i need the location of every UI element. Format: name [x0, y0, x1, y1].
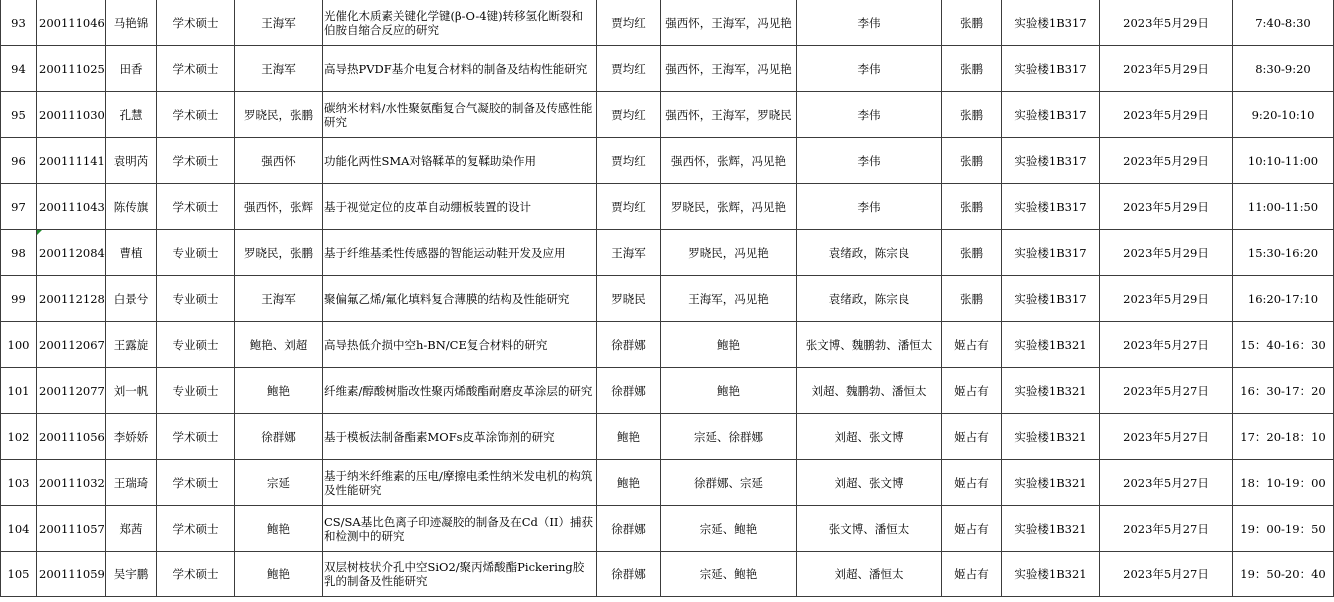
thesis-title-cell[interactable]: [323, 46, 597, 92]
student-name-cell[interactable]: 孔慧: [106, 92, 157, 138]
advisor-cell[interactable]: 强西怀，张辉: [235, 184, 323, 230]
advisor-cell[interactable]: 罗晓民，张鹏: [235, 92, 323, 138]
student-id-cell[interactable]: 200111057: [37, 506, 106, 552]
thesis-title-text: 基于模板法制备酯素MOFs皮革涂饰剂的研究: [324, 429, 555, 444]
student-name-cell[interactable]: 王露旋: [106, 322, 157, 368]
committee-members-cell[interactable]: 宗延、鲍艳: [661, 552, 797, 597]
thesis-title-cell[interactable]: [323, 506, 597, 552]
defense-date-cell[interactable]: 2023年5月27日: [1100, 414, 1233, 460]
recorder-cell[interactable]: 姬占有: [942, 322, 1002, 368]
secretary-cell[interactable]: 鲍艳: [597, 460, 661, 506]
time-slot-cell[interactable]: 9:20-10:10: [1233, 92, 1334, 138]
student-name-cell[interactable]: 马艳锦: [106, 0, 157, 46]
defense-date-cell[interactable]: 2023年5月29日: [1100, 230, 1233, 276]
thesis-title-text: 功能化两性SMA对铬鞣革的复鞣助染作用: [324, 153, 536, 168]
room-cell[interactable]: 实验楼1B317: [1002, 184, 1100, 230]
recorder-cell[interactable]: 姬占有: [942, 414, 1002, 460]
room-cell[interactable]: 实验楼1B321: [1002, 506, 1100, 552]
defense-date-cell[interactable]: 2023年5月27日: [1100, 368, 1233, 414]
committee-members-cell[interactable]: 王海军，冯见艳: [661, 276, 797, 322]
committee-chair-cell[interactable]: 袁绪政，陈宗良: [797, 276, 942, 322]
committee-chair-cell[interactable]: 袁绪政，陈宗良: [797, 230, 942, 276]
room-cell[interactable]: 实验楼1B321: [1002, 552, 1100, 597]
committee-members-cell[interactable]: 强西怀，王海军，罗晓民: [661, 92, 797, 138]
committee-chair-cell[interactable]: 刘超、魏鹏勃、潘恒太: [797, 368, 942, 414]
secretary-cell[interactable]: 贾均红: [597, 92, 661, 138]
recorder-cell[interactable]: 张鹏: [942, 138, 1002, 184]
room-cell[interactable]: 实验楼1B321: [1002, 460, 1100, 506]
student-id-cell[interactable]: 200111030: [37, 92, 106, 138]
student-name-cell[interactable]: 郑茜: [106, 506, 157, 552]
committee-chair-cell[interactable]: 李伟: [797, 138, 942, 184]
student-name-cell[interactable]: 袁明芮: [106, 138, 157, 184]
table-row: [1, 46, 1334, 92]
advisor-cell[interactable]: 鲍艳、刘超: [235, 322, 323, 368]
table-row: [1, 414, 1334, 460]
recorder-cell[interactable]: 姬占有: [942, 368, 1002, 414]
committee-chair-cell[interactable]: 刘超、潘恒太: [797, 552, 942, 597]
row-number-cell[interactable]: 102: [1, 414, 37, 460]
thesis-title-text: 高导热PVDF基介电复合材料的制备及结构性能研究: [324, 61, 588, 76]
degree-type-cell[interactable]: 专业硕士: [157, 322, 235, 368]
secretary-cell[interactable]: 徐群娜: [597, 552, 661, 597]
secretary-cell[interactable]: 王海军: [597, 230, 661, 276]
secretary-cell[interactable]: 贾均红: [597, 184, 661, 230]
time-slot-cell[interactable]: 8:30-9:20: [1233, 46, 1334, 92]
cell-comment-marker: [37, 230, 42, 235]
thesis-title-text: 双层树枝状介孔中空SiO2/聚丙烯酸酯Pickering胶乳的制备及性能研究: [324, 560, 585, 588]
time-slot-cell[interactable]: 18：10-19：00: [1233, 460, 1334, 506]
advisor-cell[interactable]: 鲍艳: [235, 506, 323, 552]
table-row: [1, 322, 1334, 368]
time-slot-cell[interactable]: 16:20-17:10: [1233, 276, 1334, 322]
degree-type-cell[interactable]: 学术硕士: [157, 552, 235, 597]
degree-type-cell[interactable]: 学术硕士: [157, 92, 235, 138]
secretary-cell[interactable]: 贾均红: [597, 46, 661, 92]
row-number-cell[interactable]: 105: [1, 552, 37, 597]
room-cell[interactable]: 实验楼1B317: [1002, 230, 1100, 276]
row-number-cell[interactable]: 99: [1, 276, 37, 322]
secretary-cell[interactable]: 徐群娜: [597, 322, 661, 368]
table-row: [1, 460, 1334, 506]
advisor-cell[interactable]: 王海军: [235, 46, 323, 92]
recorder-cell[interactable]: 张鹏: [942, 46, 1002, 92]
recorder-cell[interactable]: 张鹏: [942, 184, 1002, 230]
table-body: [1, 0, 1334, 597]
student-id-cell[interactable]: 200111046: [37, 0, 106, 46]
recorder-cell[interactable]: 张鹏: [942, 92, 1002, 138]
student-id-cell[interactable]: 200111032: [37, 460, 106, 506]
student-name-cell[interactable]: 王瑞琦: [106, 460, 157, 506]
room-cell[interactable]: 实验楼1B317: [1002, 46, 1100, 92]
time-slot-cell[interactable]: 17：20-18：10: [1233, 414, 1334, 460]
committee-members-cell[interactable]: 宗延、徐群娜: [661, 414, 797, 460]
recorder-cell[interactable]: 姬占有: [942, 460, 1002, 506]
committee-chair-cell[interactable]: 张文博、魏鹏勃、潘恒太: [797, 322, 942, 368]
committee-members-cell[interactable]: 强西怀，张辉，冯见艳: [661, 138, 797, 184]
recorder-cell[interactable]: 张鹏: [942, 276, 1002, 322]
student-name-cell[interactable]: 陈传旗: [106, 184, 157, 230]
degree-type-cell[interactable]: 学术硕士: [157, 0, 235, 46]
thesis-title-cell[interactable]: [323, 184, 597, 230]
time-slot-cell[interactable]: 10:10-11:00: [1233, 138, 1334, 184]
thesis-title-cell[interactable]: [323, 460, 597, 506]
secretary-cell[interactable]: 鲍艳: [597, 414, 661, 460]
thesis-title-cell[interactable]: [323, 138, 597, 184]
table-row: [1, 0, 1334, 46]
secretary-cell[interactable]: 徐群娜: [597, 368, 661, 414]
room-cell[interactable]: 实验楼1B317: [1002, 0, 1100, 46]
student-id-cell[interactable]: 200111059: [37, 552, 106, 597]
committee-members-cell[interactable]: 鲍艳: [661, 322, 797, 368]
room-cell[interactable]: 实验楼1B321: [1002, 368, 1100, 414]
advisor-cell[interactable]: 王海军: [235, 0, 323, 46]
row-number-cell[interactable]: 103: [1, 460, 37, 506]
defense-date-cell[interactable]: 2023年5月29日: [1100, 184, 1233, 230]
student-name-cell[interactable]: 白景兮: [106, 276, 157, 322]
degree-type-cell[interactable]: 学术硕士: [157, 414, 235, 460]
thesis-title-text: 碳纳米材料/水性聚氨酯复合气凝胶的制备及传感性能研究: [324, 100, 593, 129]
student-id-cell[interactable]: 200111056: [37, 414, 106, 460]
time-slot-cell[interactable]: 19：50-20：40: [1233, 552, 1334, 597]
room-cell[interactable]: 实验楼1B321: [1002, 414, 1100, 460]
defense-date-cell[interactable]: 2023年5月29日: [1100, 92, 1233, 138]
table-row: [1, 230, 1334, 276]
committee-members-cell[interactable]: 宗延、鲍艳: [661, 506, 797, 552]
thesis-title-cell[interactable]: [323, 92, 597, 138]
row-number-cell[interactable]: 97: [1, 184, 37, 230]
committee-members-cell[interactable]: 徐群娜、宗延: [661, 460, 797, 506]
degree-type-cell[interactable]: 专业硕士: [157, 368, 235, 414]
student-id-cell[interactable]: 200111025: [37, 46, 106, 92]
degree-type-cell[interactable]: 学术硕士: [157, 46, 235, 92]
room-cell[interactable]: 实验楼1B317: [1002, 138, 1100, 184]
thesis-title-cell[interactable]: [323, 414, 597, 460]
student-id-cell[interactable]: 200112067: [37, 322, 106, 368]
thesis-title-cell[interactable]: [323, 0, 597, 46]
degree-type-cell[interactable]: 学术硕士: [157, 184, 235, 230]
row-number-cell[interactable]: 98: [1, 230, 37, 276]
thesis-title-cell[interactable]: [323, 230, 597, 276]
row-number-cell[interactable]: 94: [1, 46, 37, 92]
secretary-cell[interactable]: 贾均红: [597, 138, 661, 184]
committee-chair-cell[interactable]: 刘超、张文博: [797, 414, 942, 460]
recorder-cell[interactable]: 张鹏: [942, 230, 1002, 276]
table-row: [1, 138, 1334, 184]
time-slot-cell[interactable]: 19：00-19：50: [1233, 506, 1334, 552]
secretary-cell[interactable]: 徐群娜: [597, 506, 661, 552]
student-id-cell[interactable]: 200111043: [37, 184, 106, 230]
recorder-cell[interactable]: 姬占有: [942, 506, 1002, 552]
thesis-title-text: 基于纤维基柔性传感器的智能运动鞋开发及应用: [324, 245, 566, 260]
table-row: [1, 552, 1334, 597]
thesis-title-text: 纤维素/醇酸树脂改性聚丙烯酸酯耐磨皮革涂层的研究: [324, 383, 593, 398]
table-row: [1, 92, 1334, 138]
committee-members-cell[interactable]: 强西怀，王海军，冯见艳: [661, 0, 797, 46]
degree-type-cell[interactable]: 学术硕士: [157, 460, 235, 506]
degree-type-cell[interactable]: 专业硕士: [157, 230, 235, 276]
thesis-title-cell[interactable]: [323, 552, 597, 597]
table-row: [1, 506, 1334, 552]
secretary-cell[interactable]: 罗晓民: [597, 276, 661, 322]
student-name-cell[interactable]: 曹植: [106, 230, 157, 276]
thesis-title-text: 基于纳米纤维素的压电/摩擦电柔性纳米发电机的构筑及性能研究: [324, 468, 593, 497]
table-row: [1, 184, 1334, 230]
thesis-title-text: 聚偏氟乙烯/氟化填料复合薄膜的结构及性能研究: [324, 291, 570, 306]
room-cell[interactable]: 实验楼1B321: [1002, 322, 1100, 368]
committee-members-cell[interactable]: 鲍艳: [661, 368, 797, 414]
degree-type-cell[interactable]: 学术硕士: [157, 138, 235, 184]
recorder-cell[interactable]: 张鹏: [942, 0, 1002, 46]
defense-date-cell[interactable]: 2023年5月27日: [1100, 460, 1233, 506]
student-name-cell[interactable]: 李娇娇: [106, 414, 157, 460]
advisor-cell[interactable]: 鲍艳: [235, 368, 323, 414]
row-number-cell[interactable]: 104: [1, 506, 37, 552]
defense-date-cell[interactable]: 2023年5月29日: [1100, 276, 1233, 322]
student-id-cell[interactable]: 200112128: [37, 276, 106, 322]
thesis-title-cell[interactable]: [323, 276, 597, 322]
student-id-cell[interactable]: 200111141: [37, 138, 106, 184]
room-cell[interactable]: 实验楼1B317: [1002, 276, 1100, 322]
row-number-cell[interactable]: 96: [1, 138, 37, 184]
time-slot-cell[interactable]: 15：40-16：30: [1233, 322, 1334, 368]
student-id-cell[interactable]: 200112077: [37, 368, 106, 414]
time-slot-cell[interactable]: 7:40-8:30: [1233, 0, 1334, 46]
committee-members-cell[interactable]: 罗晓民，张辉，冯见艳: [661, 184, 797, 230]
committee-members-cell[interactable]: 强西怀，王海军，冯见艳: [661, 46, 797, 92]
defense-date-cell[interactable]: 2023年5月27日: [1100, 506, 1233, 552]
thesis-title-text: CS/SA基比色离子印迹凝胶的制备及在Cd（II）捕获和检测中的研究: [324, 514, 593, 543]
defense-date-cell[interactable]: 2023年5月27日: [1100, 552, 1233, 597]
defense-date-cell[interactable]: 2023年5月27日: [1100, 322, 1233, 368]
time-slot-cell[interactable]: 16：30-17：20: [1233, 368, 1334, 414]
defense-date-cell[interactable]: 2023年5月29日: [1100, 0, 1233, 46]
secretary-cell[interactable]: 贾均红: [597, 0, 661, 46]
row-number-cell[interactable]: 95: [1, 92, 37, 138]
time-slot-cell[interactable]: 11:00-11:50: [1233, 184, 1334, 230]
student-id-cell[interactable]: 200112084: [37, 230, 106, 276]
advisor-cell[interactable]: 宗延: [235, 460, 323, 506]
thesis-title-text: 光催化木质素关键化学键(β-O-4键)转移氢化断裂和伯胺自缩合反应的研究: [324, 8, 584, 37]
committee-chair-cell[interactable]: 李伟: [797, 46, 942, 92]
degree-type-cell[interactable]: 专业硕士: [157, 276, 235, 322]
committee-members-cell[interactable]: 罗晓民，冯见艳: [661, 230, 797, 276]
advisor-cell[interactable]: 徐群娜: [235, 414, 323, 460]
committee-chair-cell[interactable]: 李伟: [797, 0, 942, 46]
thesis-title-text: 基于视觉定位的皮革自动绷板装置的设计: [324, 199, 531, 214]
committee-chair-cell[interactable]: 李伟: [797, 92, 942, 138]
student-name-cell[interactable]: 田香: [106, 46, 157, 92]
thesis-title-cell[interactable]: [323, 368, 597, 414]
time-slot-cell[interactable]: 15:30-16:20: [1233, 230, 1334, 276]
degree-type-cell[interactable]: 学术硕士: [157, 506, 235, 552]
row-number-cell[interactable]: 101: [1, 368, 37, 414]
advisor-cell[interactable]: 强西怀: [235, 138, 323, 184]
row-number-cell[interactable]: 93: [1, 0, 37, 46]
row-number-cell[interactable]: 100: [1, 322, 37, 368]
committee-chair-cell[interactable]: 刘超、张文博: [797, 460, 942, 506]
committee-chair-cell[interactable]: 李伟: [797, 184, 942, 230]
thesis-title-cell[interactable]: [323, 322, 597, 368]
defense-date-cell[interactable]: 2023年5月29日: [1100, 46, 1233, 92]
table-row: [1, 276, 1334, 322]
table-row: [1, 368, 1334, 414]
committee-chair-cell[interactable]: 张文博、潘恒太: [797, 506, 942, 552]
student-name-cell[interactable]: 吴宇鹏: [106, 552, 157, 597]
defense-date-cell[interactable]: 2023年5月29日: [1100, 138, 1233, 184]
thesis-title-text: 高导热低介损中空h-BN/CE复合材料的研究: [324, 337, 548, 352]
student-name-cell[interactable]: 刘一帆: [106, 368, 157, 414]
advisor-cell[interactable]: 鲍艳: [235, 552, 323, 597]
advisor-cell[interactable]: 罗晓民，张鹏: [235, 230, 323, 276]
recorder-cell[interactable]: 姬占有: [942, 552, 1002, 597]
advisor-cell[interactable]: 王海军: [235, 276, 323, 322]
room-cell[interactable]: 实验楼1B317: [1002, 92, 1100, 138]
